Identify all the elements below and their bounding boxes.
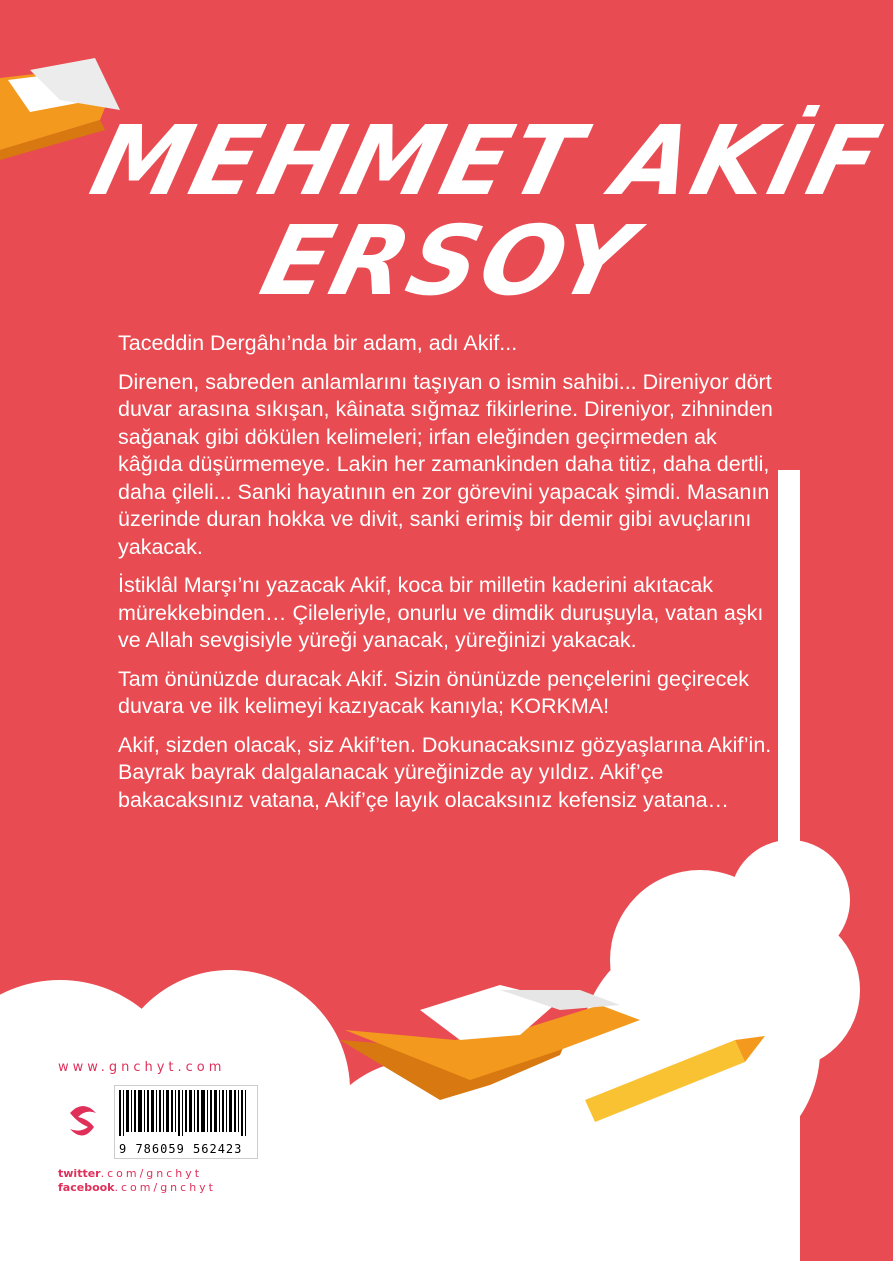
publisher-info: [58, 1060, 258, 1195]
facebook-brand: facebook: [58, 1181, 115, 1194]
title-line-2: ERSOY: [251, 205, 647, 317]
twitter-brand: twitter: [58, 1167, 101, 1180]
facebook-path: .com/gnchyt: [114, 1181, 216, 1194]
twitter-path: .com/gnchyt: [100, 1167, 203, 1180]
blurb-paragraph: Akif, sizden olacak, siz Akif’ten. Dokunacaksınız gözyaşlarına Akif’in. Bayrak bayrak dalgalanacak yüreğinizde ay yıldız. Akif’çe bakacaksınız vatana, Akif’çe layık olacaksınız kefensiz yatana…: [118, 732, 772, 812]
blurb-paragraph: İstiklâl Marşı’nı yazacak Akif, koca bir milletin kaderini akıtacak mürekkebinden… Çileleriyle, onurlu ve dimdik duruşuyla, vatan aşkı ve Allah sevgisiyle yüreği yanacak, yüreğinizi yakacak.: [118, 573, 764, 652]
blurb-paragraph: Tam önünüzde duracak Akif. Sizin önünüzde pençelerini geçirecek duvara ve ilk kelimeyi kazıyacak kanıyla; KORKMA!: [118, 666, 750, 718]
publisher-logo-icon: [58, 1091, 108, 1151]
publisher-website[interactable]: www.gnchyt.com: [58, 1060, 226, 1075]
isbn-barcode: [114, 1085, 258, 1159]
social-links: [58, 1167, 258, 1195]
facebook-link[interactable]: [58, 1181, 258, 1195]
blurb-paragraph: Taceddin Dergâhı’nda bir adam, adı Akif...: [118, 331, 518, 355]
twitter-link[interactable]: [58, 1167, 258, 1181]
isbn-number: 9 786059 562423: [119, 1142, 243, 1156]
blurb-paragraph: Direnen, sabreden anlamlarını taşıyan o ismin sahibi... Direniyor dört duvar arasına sıkışan, kâinata sığmaz fikirlerine. Direniyor, zihninden sağanak gibi dökülen kelimeleri; irfan eleğinden geçirmeden ak kâğıda düşürmemeye. Lakin her zamankinden daha titiz, daha dertli, daha çileli... Sanki hayatının en zor görevini yapacak şimdi. Masanın üzerinde duran hokka ve divit, sanki erimiş bir demir gibi avuçlarını yakacak.: [118, 369, 773, 559]
barcode-icon: [119, 1090, 249, 1136]
title-line-1: MEHMET AKİF: [81, 105, 893, 217]
back-cover-blurb: [118, 330, 778, 825]
book-title: [0, 0, 893, 330]
